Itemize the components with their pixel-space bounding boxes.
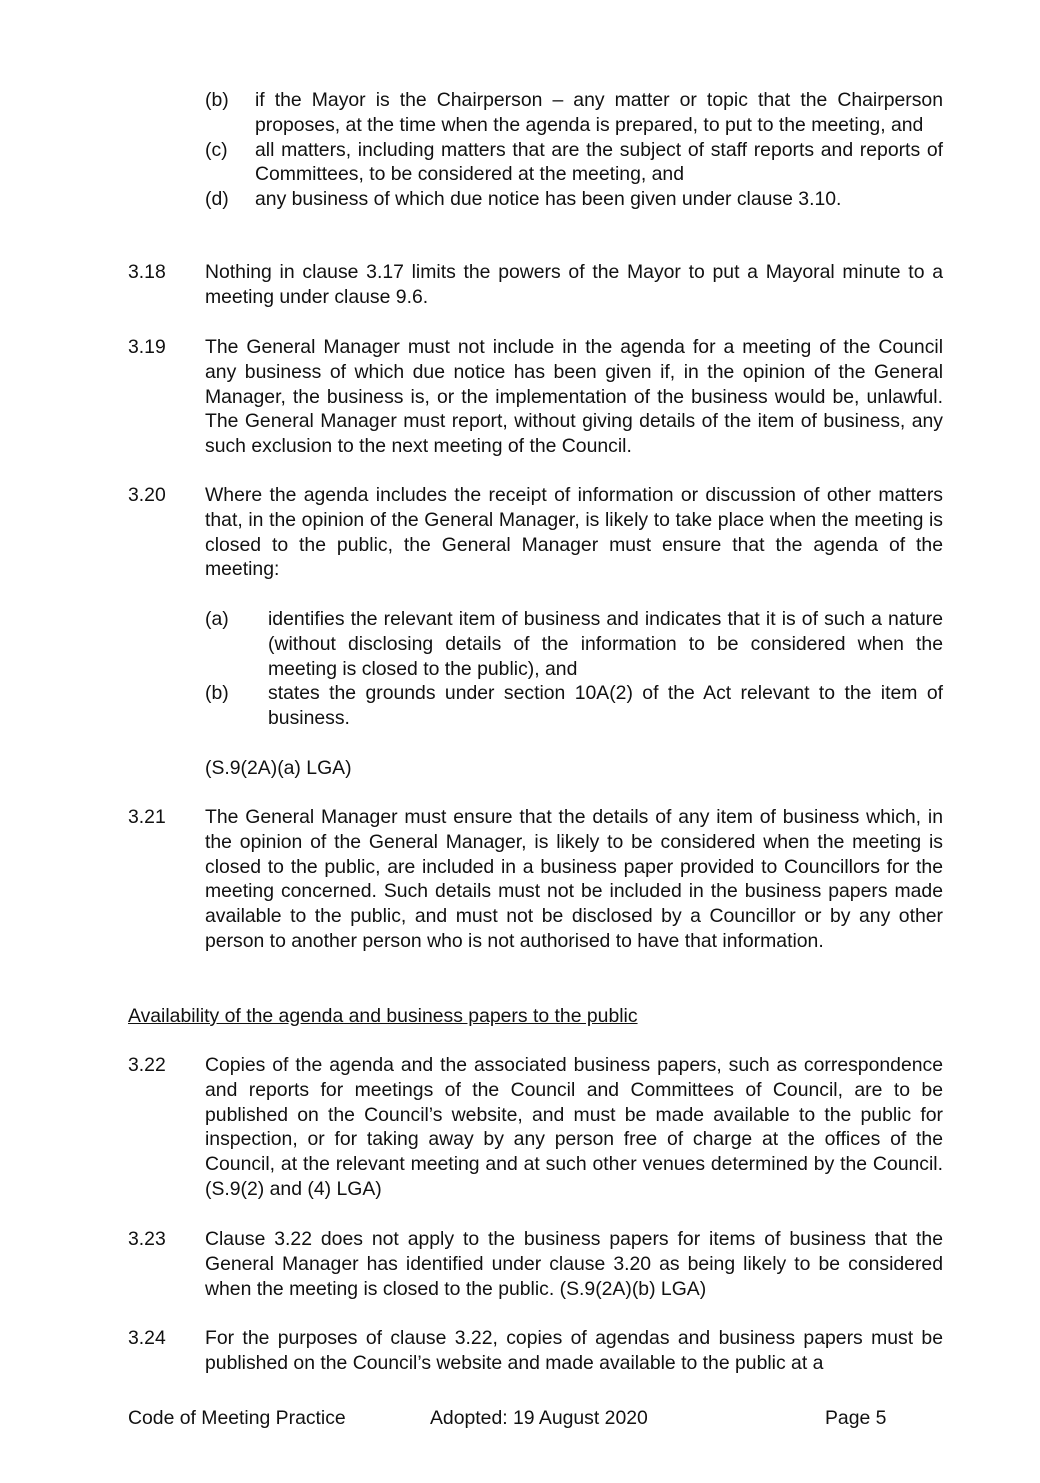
clause-3-20 [128, 483, 943, 582]
clause-text: Copies of the agenda and the associated business papers, such as correspondence and reports for meetings of the Council and Committees of Council, are to be published on the Council’s website, and must be made available to the public for inspection, or for taking away by any person free of charge at the offices of the Council, at the relevant meeting and at such other venues determined by the Council. (S.9(2) and (4) LGA) [205, 1054, 943, 1200]
footer-page-number: Page 5 [825, 1407, 887, 1429]
clause-text: For the purposes of clause 3.22, copies of agendas and business papers must be published on the Council’s website and made available to the public at a [205, 1327, 943, 1374]
list-item [205, 88, 943, 138]
list-item-label: (d) [205, 188, 229, 211]
clause-text: The General Manager must not include in the agenda for a meeting of the Council any business of which due notice has been given if, in the opinion of the General Manager, the business is, or the implementation of the business would be, unlawful. The General Manager must report, without giving details of the item of business, any such exclusion to the next meeting of the Council. [205, 336, 943, 458]
footer-document-title: Code of Meeting Practice [128, 1407, 346, 1429]
clause-number: 3.21 [128, 806, 166, 828]
statute-reference: (S.9(2A)(a) LGA) [205, 757, 352, 779]
list-item-text: if the Mayor is the Chairperson – any matter or topic that the Chairperson proposes, at the time when the agenda is prepared, to put to the meeting, and [255, 89, 943, 136]
list-item-label: (a) [205, 608, 229, 630]
clause-3-18 [128, 260, 943, 310]
clause-text: Nothing in clause 3.17 limits the powers of the Mayor to put a Mayoral minute to a meeting under clause 9.6. [205, 261, 943, 308]
clause-3-20-sublist [128, 607, 943, 731]
clause-text: The General Manager must ensure that the details of any item of business which, in the opinion of the General Manager, is likely to be considered when the meeting is closed to the public, are included in a business paper provided to Councillors for the meeting concerned. Such details must not be included in the business papers made available to the public, and must not be disclosed by a Councillor or by any other person to another person who is not authorised to have that information. [205, 806, 943, 952]
list-item-text: any business of which due notice has been given under clause 3.10. [255, 188, 842, 211]
page-footer [128, 1406, 943, 1432]
list-continuation [128, 88, 943, 212]
list-item-label: (c) [205, 138, 228, 161]
list-item-label: (b) [205, 682, 229, 705]
clause-3-19 [128, 335, 943, 459]
list-item-text: identifies the relevant item of business and indicates that it is of such a nature (without disclosing details of the information to be considered when the meeting is closed to the public), and [268, 608, 943, 680]
clause-number: 3.19 [128, 336, 166, 358]
clause-number: 3.20 [128, 484, 166, 506]
list-item-label: (b) [205, 89, 229, 111]
clause-number: 3.23 [128, 1228, 166, 1250]
clause-3-21 [128, 805, 943, 954]
clause-3-22 [128, 1053, 943, 1202]
section-heading: Availability of the agenda and business papers to the public [128, 1005, 638, 1027]
clause-text: Clause 3.22 does not apply to the business papers for items of business that the General Manager has identified under clause 3.20 as being likely to be considered when the meeting is closed to the public. (S.9(2A)(b) LGA) [205, 1228, 943, 1300]
clause-3-24 [128, 1326, 943, 1376]
list-item-text: states the grounds under section 10A(2) of the Act relevant to the item of business. [268, 682, 943, 730]
list-item-text: all matters, including matters that are the subject of staff reports and reports of Committees, to be considered at the meeting, and [255, 138, 943, 186]
clause-number: 3.22 [128, 1054, 166, 1076]
list-item [205, 607, 943, 681]
list-item [205, 138, 943, 188]
clause-number: 3.18 [128, 261, 166, 283]
clause-3-23 [128, 1227, 943, 1301]
footer-adopted-date: Adopted: 19 August 2020 [430, 1407, 648, 1429]
list-item [205, 681, 943, 731]
clause-text: Where the agenda includes the receipt of information or discussion of other matters that, in the opinion of the General Manager, is likely to take place when the meeting is closed to the public, the General Manager must ensure that the agenda of the meeting: [205, 484, 943, 581]
list-item [205, 187, 943, 212]
clause-number: 3.24 [128, 1327, 166, 1349]
